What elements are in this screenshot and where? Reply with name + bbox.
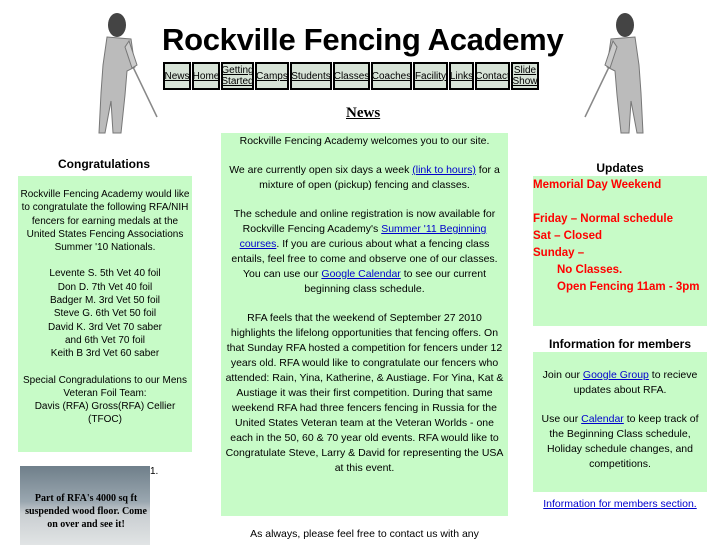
- nav-facility[interactable]: Facility: [413, 62, 448, 90]
- result-item: Don D. 7th Vet 40 foil: [57, 281, 153, 293]
- nav-getting-started[interactable]: Getting Started: [221, 62, 254, 90]
- nav-home[interactable]: Home: [192, 62, 220, 90]
- result-item: David K. 3rd Vet 70 saber: [48, 321, 162, 333]
- update-line: [533, 194, 707, 211]
- update-line: Memorial Day Weekend: [533, 179, 662, 191]
- welcome-text: Rockville Fencing Academy welcomes you to our site.: [239, 135, 490, 147]
- special-congrats: [18, 374, 192, 427]
- join-text-pre: Join our: [542, 369, 583, 381]
- congratulations-intro: Rockville Fencing Academy would like to congratulate the following RFA/NIH fencers for earning medals at the United States Fencing Associations Summer '10 Nationals.: [20, 189, 190, 254]
- summer-courses-link[interactable]: Summer '11 Beginning courses: [239, 223, 487, 250]
- schedule-text-mid: . If you are curious about what a fencing class entails, feel free to come and observe one of our classes. You can use our: [231, 238, 498, 280]
- special-congrats-text: Special Congradulations to our Mens Veteran Foil Team:: [23, 374, 187, 399]
- congratulations-panel: [18, 176, 192, 452]
- results-list: [18, 267, 192, 360]
- members-section-link[interactable]: Information for members section.: [543, 498, 697, 510]
- hours-text-pre: We are currently open six days a week: [229, 164, 413, 176]
- update-line: Open Fencing 11am - 3pm: [557, 281, 700, 293]
- nav-links[interactable]: Links: [449, 62, 474, 90]
- hours-link[interactable]: (link to hours): [412, 164, 476, 176]
- update-line: Sunday –: [533, 247, 585, 259]
- members-panel: [533, 352, 707, 492]
- site-title: Rockville Fencing Academy: [162, 22, 564, 57]
- update-line: Sat – Closed: [533, 230, 603, 242]
- result-item: Badger M. 3rd Vet 50 foil: [49, 295, 161, 307]
- fencer-right-image: [583, 5, 645, 140]
- fencer-left-image: [97, 5, 159, 140]
- page-title: News: [346, 105, 381, 121]
- result-item: Levente S. 5th Vet 40 foil: [49, 268, 161, 280]
- main-nav: [163, 62, 540, 90]
- result-item: Keith B 3rd Vet 60 saber: [50, 348, 160, 360]
- nav-classes[interactable]: Classes: [333, 62, 370, 90]
- nav-coaches[interactable]: Coaches: [371, 62, 412, 90]
- result-item: and 6th Vet 70 foil: [64, 334, 146, 346]
- facility-photo: [20, 466, 150, 545]
- nav-slide-show[interactable]: Slide Show: [511, 62, 539, 90]
- nav-students[interactable]: Students: [290, 62, 332, 90]
- weekend-paragraph: RFA feels that the weekend of September 27 2010 highlights the lifelong opportunities that fencing offers. On that Sunday RFA hosted a competition for fencers under 12 years old. RFA would like to congratulate our fencers who attended: Rain, Yina, Katherine, & Austiage. For Yina, Kat & Austiage it was their first competition. During that same weekend RFA had three fencers fencing in Russia for the United States Veteran team at the Veteran Worlds - one each in the 50, 60 & 70 year old events. RFA would like to Congratulate Steve, Larry & David for representing the USA at this event.: [225, 312, 504, 474]
- updates-heading: Updates: [596, 161, 644, 175]
- stray-text: 1.: [150, 466, 159, 477]
- schedule-text-post: to see our current beginning class schedule.: [304, 268, 487, 295]
- calendar-text-pre: Use our: [541, 413, 582, 425]
- photo-caption: Part of RFA's 4000 sq ft suspended wood floor. Come on over and see it!: [25, 493, 147, 530]
- schedule-paragraph: [225, 207, 504, 297]
- closing-text: As always, please feel free to contact us with any: [250, 528, 479, 540]
- update-line: Friday – Normal schedule: [533, 213, 673, 225]
- members-heading: Information for members: [548, 337, 692, 351]
- calendar-paragraph: [533, 412, 707, 472]
- news-panel: [221, 133, 508, 516]
- schedule-text-pre: The schedule and online registration is now available for Rockville Fencing Academy's: [233, 208, 496, 235]
- hours-paragraph: [225, 163, 504, 193]
- calendar-link[interactable]: Calendar: [581, 413, 624, 425]
- hours-text-post: for a mixture of open (pickup) fencing and classes.: [259, 164, 500, 191]
- nav-contact[interactable]: Contact: [475, 62, 510, 90]
- team-names: Davis (RFA) Gross(RFA) Cellier (TFOC): [34, 401, 176, 426]
- join-paragraph: [533, 368, 707, 398]
- google-calendar-link[interactable]: Google Calendar: [321, 268, 401, 280]
- calendar-text-post: to keep track of the Beginning Class schedule, Holiday schedule changes, and competitions.: [547, 413, 699, 470]
- updates-panel: [533, 176, 707, 326]
- google-group-link[interactable]: Google Group: [582, 369, 649, 381]
- nav-camps[interactable]: Camps: [255, 62, 289, 90]
- congratulations-heading: Congratulations: [58, 157, 150, 171]
- update-line: No Classes.: [557, 264, 623, 276]
- nav-news[interactable]: News: [163, 62, 191, 90]
- members-section-wrap: [533, 498, 707, 510]
- result-item: Steve G. 6th Vet 50 foil: [53, 308, 157, 320]
- join-text-post: to recieve updates about RFA.: [573, 369, 698, 396]
